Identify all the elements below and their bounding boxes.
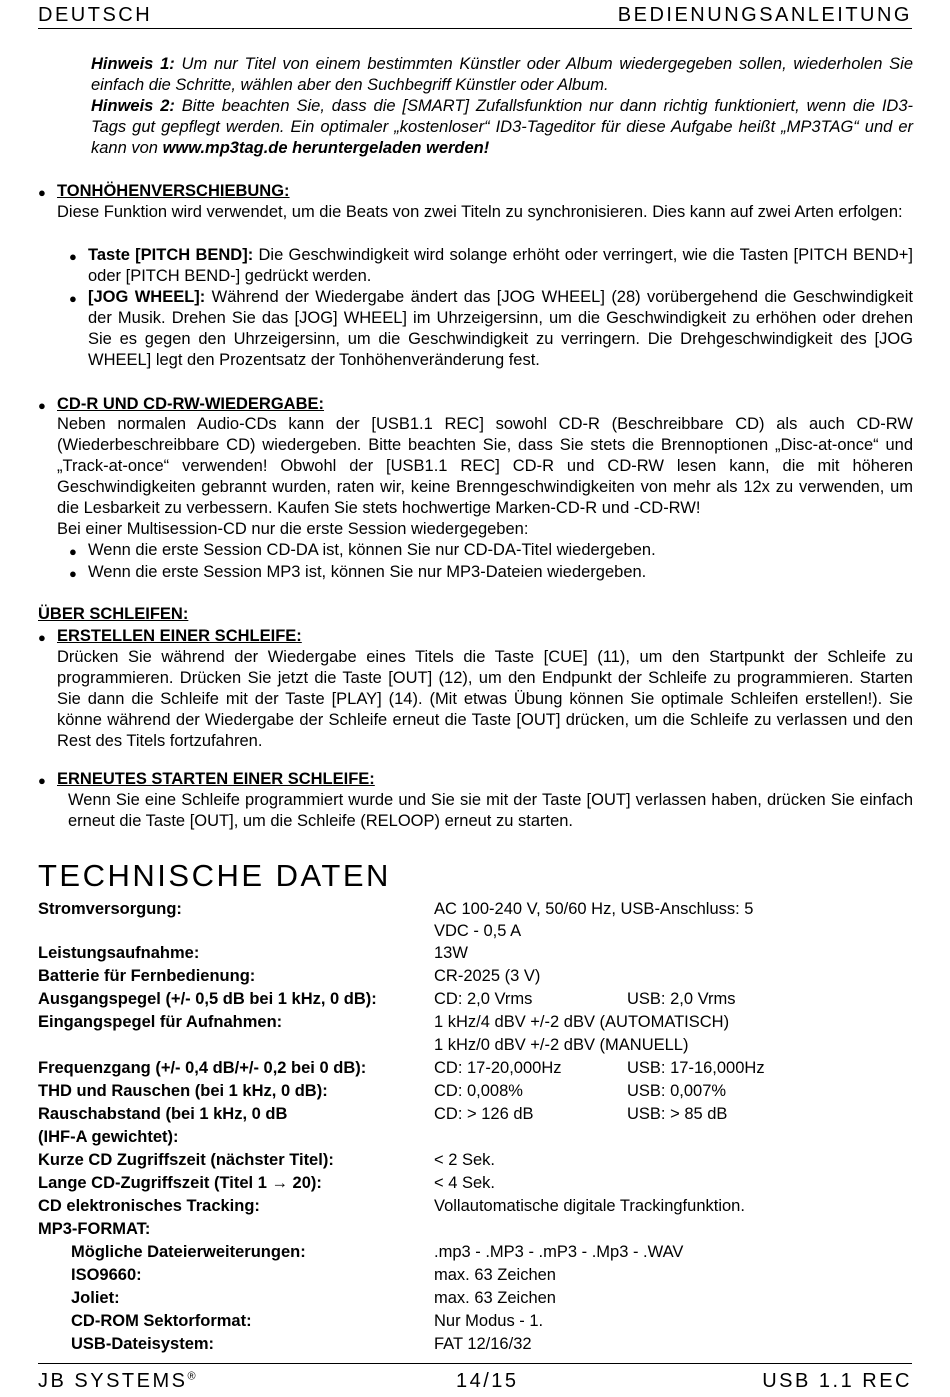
spec-value: AC 100-240 V, 50/60 Hz, USB-Anschluss: 5 VDC - 0,5 A [434,900,754,940]
bullet-icon: ● [38,185,46,200]
header-doc-type: BEDIENUNGSANLEITUNG [617,4,912,26]
restart-loop-heading: ERNEUTES STARTEN EINER SCHLEIFE: [57,770,375,788]
spec-value-usb: USB: > 85 dB [627,1105,728,1123]
spec-label: ISO9660: [71,1266,142,1284]
note-1: Hinweis 1: Um nur Titel von einem bestimmten Künstler oder Album wiedergegeben sollen, wiederholen Sie einfach die Schritte, wählen aber den Suchbegriff Künstler oder Album. [91,55,913,94]
bullet-icon: ● [69,249,77,264]
bullet-icon: ● [38,398,46,413]
spec-value: CD: > 126 dB [434,1105,534,1123]
bullet-icon: ● [69,566,77,581]
pitch-intro: Diese Funktion wird verwendet, um die Beats von zwei Titeln zu synchronisieren. Dies kann auf zwei Arten erfolgen: [57,203,903,221]
spec-row [38,1011,765,1034]
spec-value-usb: USB: 0,007% [627,1082,727,1100]
spec-row [38,1333,765,1356]
spec-row [38,1172,765,1195]
bullet-icon: ● [69,544,77,559]
bullet-icon: ● [69,291,77,306]
spec-row [38,1149,765,1172]
cdr-multisession: Bei einer Multisession-CD nur die erste Session wiedergegeben: [57,520,529,538]
specs-title: TECHNISCHE DATEN [38,858,391,893]
spec-row [38,1287,765,1310]
spec-row [38,1264,765,1287]
footer-model: USB 1.1 REC [762,1370,912,1392]
cdr-bullet-1: Wenn die erste Session CD-DA ist, können Sie nur CD-DA-Titel wiedergeben. [88,541,656,559]
spec-label: Frequenzgang (+/- 0,4 dB/+/- 0,2 bei 0 dB): [38,1059,367,1077]
spec-row [38,1241,765,1264]
spec-row [38,965,765,988]
cdr-heading: CD-R UND CD-RW-WIEDERGABE: [57,395,325,413]
pitch-bullet-2: [JOG WHEEL]: Während der Wiedergabe ändert das [JOG WHEEL] (28) vorübergehend die Geschwindigkeit der Musik. Drehen Sie das [JOG] WHEEL] im Uhrzeigersinn, um die Geschwindigkeit zu erhöhen oder drehen Sie es gegen den Uhrzeigersinn, um die Geschwindigkeit zu verringern. Die Drehgeschwindigkeit des [JOG WHEEL] legt den Prozentsatz der Tonhöhenveränderung fest. [88,288,913,369]
spec-label: USB-Dateisystem: [71,1335,215,1353]
spec-value-usb: USB: 17-16,000Hz [627,1059,765,1077]
spec-value: Vollautomatische digitale Trackingfunktion. [434,1197,745,1215]
spec-value: 1 kHz/4 dBV +/-2 dBV (AUTOMATISCH) [434,1013,730,1031]
create-loop-heading: ERSTELLEN EINER SCHLEIFE: [57,627,302,645]
spec-row [38,1126,765,1149]
bullet-icon: ● [38,773,46,788]
pitch-heading: TONHÖHENVERSCHIEBUNG: [57,182,290,200]
spec-label [38,1034,434,1057]
spec-value [434,1218,765,1241]
note-2: Hinweis 2: Bitte beachten Sie, dass die [SMART] Zufallsfunktion nur dann richtig funktioniert, wenn die ID3-Tags gut gepflegt werden. Ein optimaler „kostenloser“ ID3-Tageditor für diese Aufgabe heißt „MP3TAG“ und er kann von www.mp3tag.de heruntergeladen werden! [91,97,913,157]
cdr-text: Neben normalen Audio-CDs kann der [USB1.1 REC] sowohl CD-R (Beschreibbare CD) als auch CD-RW (Wiederbeschreibbare CD) wiedergeben. Bitte beachten Sie, dass Sie stets die Brennoptionen „Disc-at-once“ und „Track-at-once“ verwenden! Obwohl der [USB1.1 REC] CD-R und CD-RW lesen kann, die mit höheren Geschwindigkeiten gebrannt wurden, raten wir, keine Brenngeschwindigkeiten von mehr als 12x zu verwenden, um die Lesbarkeit zu verbessern. Kaufen Sie stets hochwertige Marken-CD-R und -CD-RW! [57,415,913,517]
header-language: DEUTSCH [38,4,153,26]
spec-value: FAT 12/16/32 [434,1335,532,1353]
notes-block [91,54,913,159]
spec-value: max. 63 Zeichen [434,1289,556,1307]
spec-value: .mp3 - .MP3 - .mP3 - .Mp3 - .WAV [434,1243,684,1261]
spec-row [38,1103,765,1126]
spec-row [38,1195,765,1218]
spec-label: Eingangspegel für Aufnahmen: [38,1013,283,1031]
spec-row [38,1218,765,1241]
restart-loop-text: Wenn Sie eine Schleife programmiert wurde und Sie sie mit der Taste [OUT] verlassen haben, drücken Sie einfach erneut die Taste [OUT], um die Schleife (RELOOP) erneut zu starten. [68,791,913,830]
spec-value: max. 63 Zeichen [434,1266,556,1284]
spec-label: Mögliche Dateierweiterungen: [71,1243,306,1261]
spec-row [38,1310,765,1333]
spec-value: CD: 2,0 Vrms [434,990,533,1008]
footer-brand: JB SYSTEMS® [38,1370,196,1392]
spec-row [38,898,765,942]
spec-label: Lange CD-Zugriffszeit (Titel 1 → 20): [38,1174,322,1192]
page-number: 14/15 [456,1370,519,1392]
spec-label: THD und Rauschen (bei 1 kHz, 0 dB): [38,1082,328,1100]
spec-label: Joliet: [71,1289,120,1307]
bullet-icon: ● [38,630,46,645]
spec-row [38,988,765,1011]
mp3tag-link-text: www.mp3tag.de heruntergeladen werden! [162,139,490,157]
spec-value: < 4 Sek. [434,1174,495,1192]
spec-value [434,1126,765,1149]
spec-row [38,1057,765,1080]
spec-label: Batterie für Fernbedienung: [38,967,256,985]
create-loop-text: Drücken Sie während der Wiedergabe eines Titels die Taste [CUE] (11), um den Startpunkt der Schleife zu programmieren. Drücken Sie jetzt die Taste [OUT] (12), um den Endpunkt der Schleife zu programmieren. Starten Sie dann die Schleife mit der Taste [PLAY] (14). (Mit etwas Übung können Sie optimale Schleifen erstellen!). Sie könne während der Wiedergabe der Schleife erneut die Taste [OUT] drücken, um die Schleife zu verlassen und den Rest des Titels fortzufahren. [57,648,913,750]
spec-value: 1 kHz/0 dBV +/-2 dBV (MANUELL) [434,1036,689,1054]
spec-value-usb: USB: 2,0 Vrms [627,990,736,1008]
loops-heading: ÜBER SCHLEIFEN: [38,605,189,623]
spec-label: Ausgangspegel (+/- 0,5 dB bei 1 kHz, 0 dB): [38,990,377,1008]
spec-label: CD-ROM Sektorformat: [71,1312,252,1330]
cdr-bullet-2: Wenn die erste Session MP3 ist, können Sie nur MP3-Dateien wiedergeben. [88,563,647,581]
specs-table [38,898,765,1356]
pitch-bullet-1: Taste [PITCH BEND]: Die Geschwindigkeit wird solange erhöht oder verringert, wie die Tasten [PITCH BEND+] oder [PITCH BEND-] gedrückt werden. [88,246,913,285]
spec-value: 13W [434,944,468,962]
spec-value: CR-2025 (3 V) [434,967,541,985]
page-header [38,2,912,29]
spec-value: CD: 0,008% [434,1082,523,1100]
spec-row [38,1080,765,1103]
spec-label: Stromversorgung: [38,900,182,918]
spec-label: Kurze CD Zugriffszeit (nächster Titel): [38,1151,334,1169]
spec-label: (IHF-A gewichtet): [38,1128,179,1146]
spec-value: CD: 17-20,000Hz [434,1059,562,1077]
spec-row [38,942,765,965]
spec-label: Rauschabstand (bei 1 kHz, 0 dB [38,1105,288,1123]
registered-mark: ® [187,1370,196,1383]
spec-value: < 2 Sek. [434,1151,495,1169]
spec-label: CD elektronisches Tracking: [38,1197,260,1215]
page-footer [38,1363,912,1394]
spec-label: Leistungsaufnahme: [38,944,200,962]
spec-row [38,1034,765,1057]
spec-label: MP3-FORMAT: [38,1220,151,1238]
spec-value: Nur Modus - 1. [434,1312,544,1330]
